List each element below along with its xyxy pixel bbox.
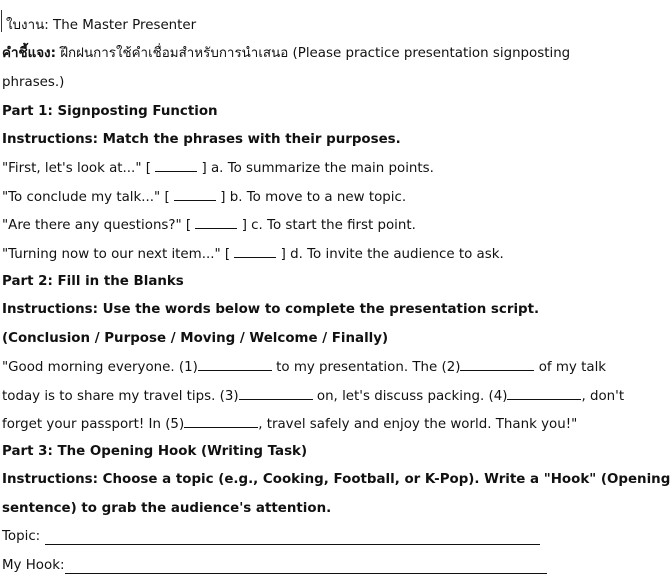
text-cursor <box>1 10 2 32</box>
answer-blank[interactable] <box>155 159 197 172</box>
directions-line-2: phrases.) <box>2 75 65 90</box>
match-phrase: "To conclude my talk..." [ <box>2 190 170 205</box>
fill-blank-2[interactable] <box>460 358 534 371</box>
script-text: , don't <box>581 389 625 404</box>
answer-blank[interactable] <box>234 245 276 258</box>
topic-label: Topic: <box>2 529 41 544</box>
part2-instructions: Instructions: Use the words below to complete the presentation script. <box>2 302 540 317</box>
script-text: "Good morning everyone. (1) <box>2 360 198 375</box>
part2-heading: Part 2: Fill in the Blanks <box>2 274 184 289</box>
script-line-3 <box>2 415 577 434</box>
fill-blank-3[interactable] <box>239 387 313 400</box>
topic-answer-line[interactable] <box>45 544 540 545</box>
directions-line-1 <box>2 45 570 63</box>
script-line-2 <box>2 387 624 406</box>
part1-instructions: Instructions: Match the phrases with their purposes. <box>2 132 401 147</box>
part3-instructions-line-2: sentence) to grab the audience's attention. <box>2 501 332 516</box>
match-item <box>2 216 416 235</box>
script-text: to my presentation. The (2) <box>271 360 461 375</box>
directions-label: คำชี้แจง: <box>2 46 56 61</box>
match-phrase: "First, let's look at..." [ <box>2 161 151 176</box>
directions-text: ฝึกฝนการใช้คำเชื่อมสำหรับการนำเสนอ (Please practice presentation signposting <box>60 46 571 61</box>
script-text: , travel safely and enjoy the world. Thank you!" <box>258 417 578 432</box>
part3-instructions-line-1: Instructions: Choose a topic (e.g., Cooking, Football, or K-Pop). Write a "Hook" (Opening <box>2 472 670 487</box>
match-purpose: ] a. To summarize the main points. <box>201 161 434 176</box>
match-phrase: "Turning now to our next item..." [ <box>2 247 231 262</box>
answer-blank[interactable] <box>195 216 237 229</box>
script-line-1 <box>2 358 606 377</box>
part1-heading: Part 1: Signposting Function <box>2 104 218 119</box>
title-text: The Master Presenter <box>53 18 197 33</box>
answer-blank[interactable] <box>174 188 216 201</box>
match-item <box>2 188 406 207</box>
match-item <box>2 159 434 178</box>
title-prefix: ใบงาน: <box>6 18 49 33</box>
fill-blank-1[interactable] <box>198 358 272 371</box>
script-text: on, let's discuss packing. (4) <box>312 389 508 404</box>
hook-label: My Hook: <box>2 558 65 573</box>
match-item <box>2 245 504 264</box>
worksheet-title <box>6 17 196 35</box>
script-text: of my talk <box>534 360 607 375</box>
script-text: forget your passport! In (5) <box>2 417 185 432</box>
fill-blank-5[interactable] <box>184 415 258 428</box>
match-purpose: ] b. To move to a new topic. <box>220 190 407 205</box>
hook-answer-line[interactable] <box>65 573 547 574</box>
part3-heading: Part 3: The Opening Hook (Writing Task) <box>2 444 308 459</box>
match-phrase: "Are there any questions?" [ <box>2 218 192 233</box>
script-text: today is to share my travel tips. (3) <box>2 389 239 404</box>
word-bank: (Conclusion / Purpose / Moving / Welcome / Finally) <box>2 331 389 346</box>
match-purpose: ] c. To start the first point. <box>241 218 416 233</box>
fill-blank-4[interactable] <box>507 387 581 400</box>
match-purpose: ] d. To invite the audience to ask. <box>280 247 504 262</box>
